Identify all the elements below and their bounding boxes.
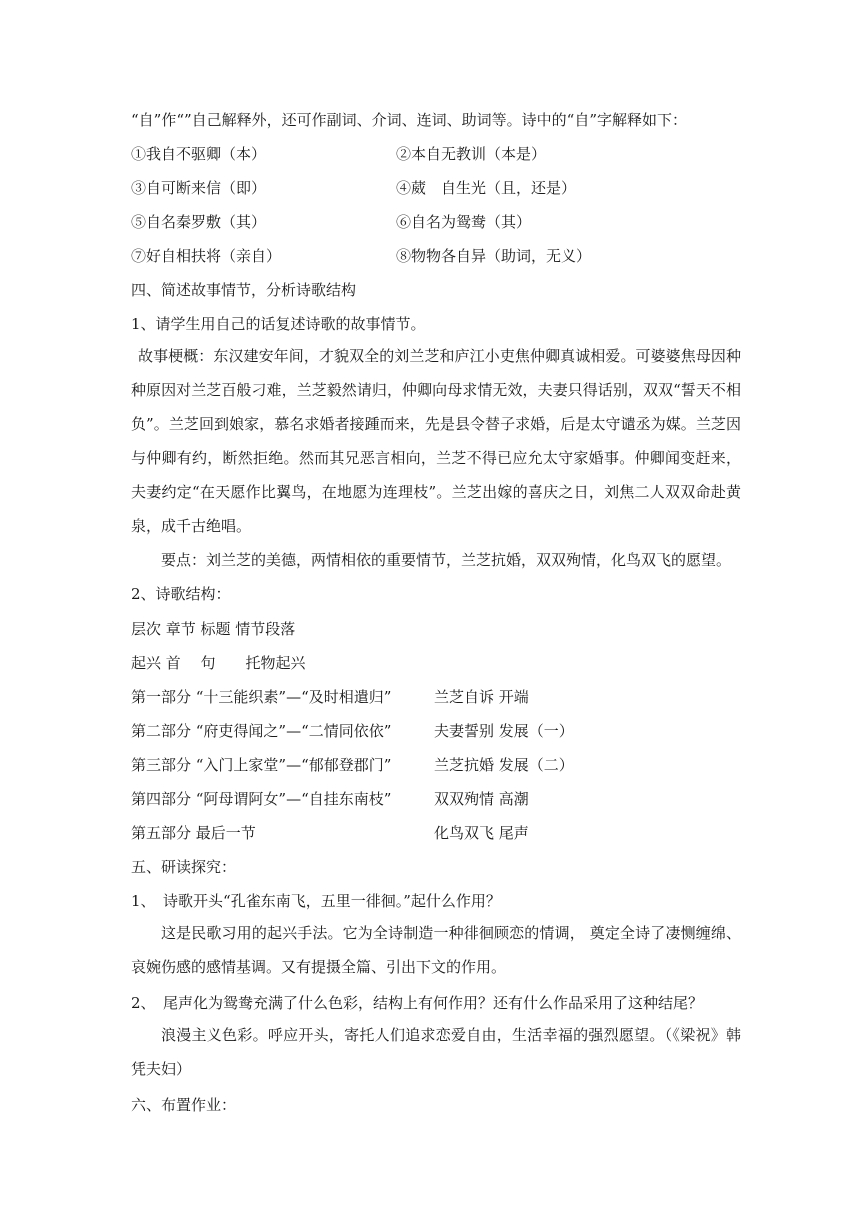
research-answer: 浪漫主义色彩。呼应开头，寄托人们追求恋爱自由，生活幸福的强烈愿望。（《梁祝》韩凭夫妇）	[131, 1026, 741, 1078]
structure-row: 第五部分 最后一节	[131, 824, 256, 842]
structure-row-plot: 兰芝抗婚 发展（二）	[434, 756, 574, 774]
question: 1、请学生用自己的话复述诗歌的故事情节。	[131, 315, 426, 333]
example-item: ⑤自名秦罗敷（其）	[131, 213, 267, 231]
intro-line: “自”作“”自己解释外，还可作副词、介词、连词、助词等。诗中的“自”字解释如下：	[131, 111, 688, 129]
structure-row: 第一部分 “十三能织素”—“及时相遣归”	[131, 688, 392, 706]
structure-row: 第四部分 “阿母谓阿女”—“自挂东南枝”	[131, 790, 392, 808]
structure-row: 第三部分 “入门上家堂”—“郁郁登郡门”	[131, 756, 392, 774]
example-item: ①我自不驱卿（本）	[131, 145, 267, 163]
structure-row: 第二部分 “府吏得闻之”—“二情同依依”	[131, 722, 392, 740]
structure-row-plot: 化鸟双飞 尾声	[434, 824, 529, 842]
research-question: 2、 尾声化为鸳鸯充满了什么色彩，结构上有何作用？还有什么作品采用了这种结尾？	[131, 994, 704, 1012]
key-points: 要点：刘兰芝的美德，两情相依的重要情节，兰芝抗婚，双双殉情，化鸟双飞的愿望。	[161, 551, 732, 569]
section-heading: 四、简述故事情节，分析诗歌结构	[131, 281, 357, 299]
structure-row: 起兴 首 句 托物起兴	[131, 654, 306, 672]
research-answer: 这是民歌习用的起兴手法。它为全诗制造一种徘徊顾恋的情调， 奠定全诗了凄恻缠绵、哀婉伤感的感情基调。又有提摄全篇、引出下文的作用。	[131, 924, 741, 976]
section-heading: 六、布置作业：	[131, 1096, 237, 1114]
example-item: ⑧物物各自异（助词，无义）	[396, 247, 592, 265]
example-item: ⑥自名为鸳鸯（其）	[396, 213, 532, 231]
structure-row-plot: 双双殉情 高潮	[434, 790, 529, 808]
example-item: ③自可断来信（即）	[131, 179, 267, 197]
structure-row-plot: 兰芝自诉 开端	[434, 688, 529, 706]
example-item: ④葳 自生光（且，还是）	[396, 179, 577, 197]
structure-row-plot: 夫妻誓别 发展（一）	[434, 722, 574, 740]
structure-header: 层次 章节 标题 情节段落	[131, 620, 296, 638]
research-question: 1、 诗歌开头“孔雀东南飞，五里一徘徊。”起什么作用？	[131, 892, 501, 910]
example-item: ⑦好自相扶将（亲自）	[131, 247, 282, 265]
question: 2、诗歌结构：	[131, 585, 231, 603]
section-heading: 五、研读探究：	[131, 858, 237, 876]
story-summary: 故事梗概：东汉建安年间，才貌双全的刘兰芝和庐江小吏焦仲卿真诚相爱。可婆婆焦母因种种原因对兰芝百般刁难，兰芝毅然请归，仲卿向母求情无效，夫妻只得话别，双双“誓天不相负”。兰芝回到娘家，慕名求婚者接踵而来，先是县令替子求婚，后是太守谴丞为媒。兰芝因与仲卿有约，断然拒绝。然而其兄恶言相向，兰芝不得已应允太守家婚事。仲卿闻变赶来，夫妻约定“在天愿作比翼鸟，在地愿为连理枝”。兰芝出嫁的喜庆之日，刘焦二人双双命赴黄泉，成千古绝唱。	[131, 347, 741, 535]
example-item: ②本自无教训（本是）	[396, 145, 547, 163]
